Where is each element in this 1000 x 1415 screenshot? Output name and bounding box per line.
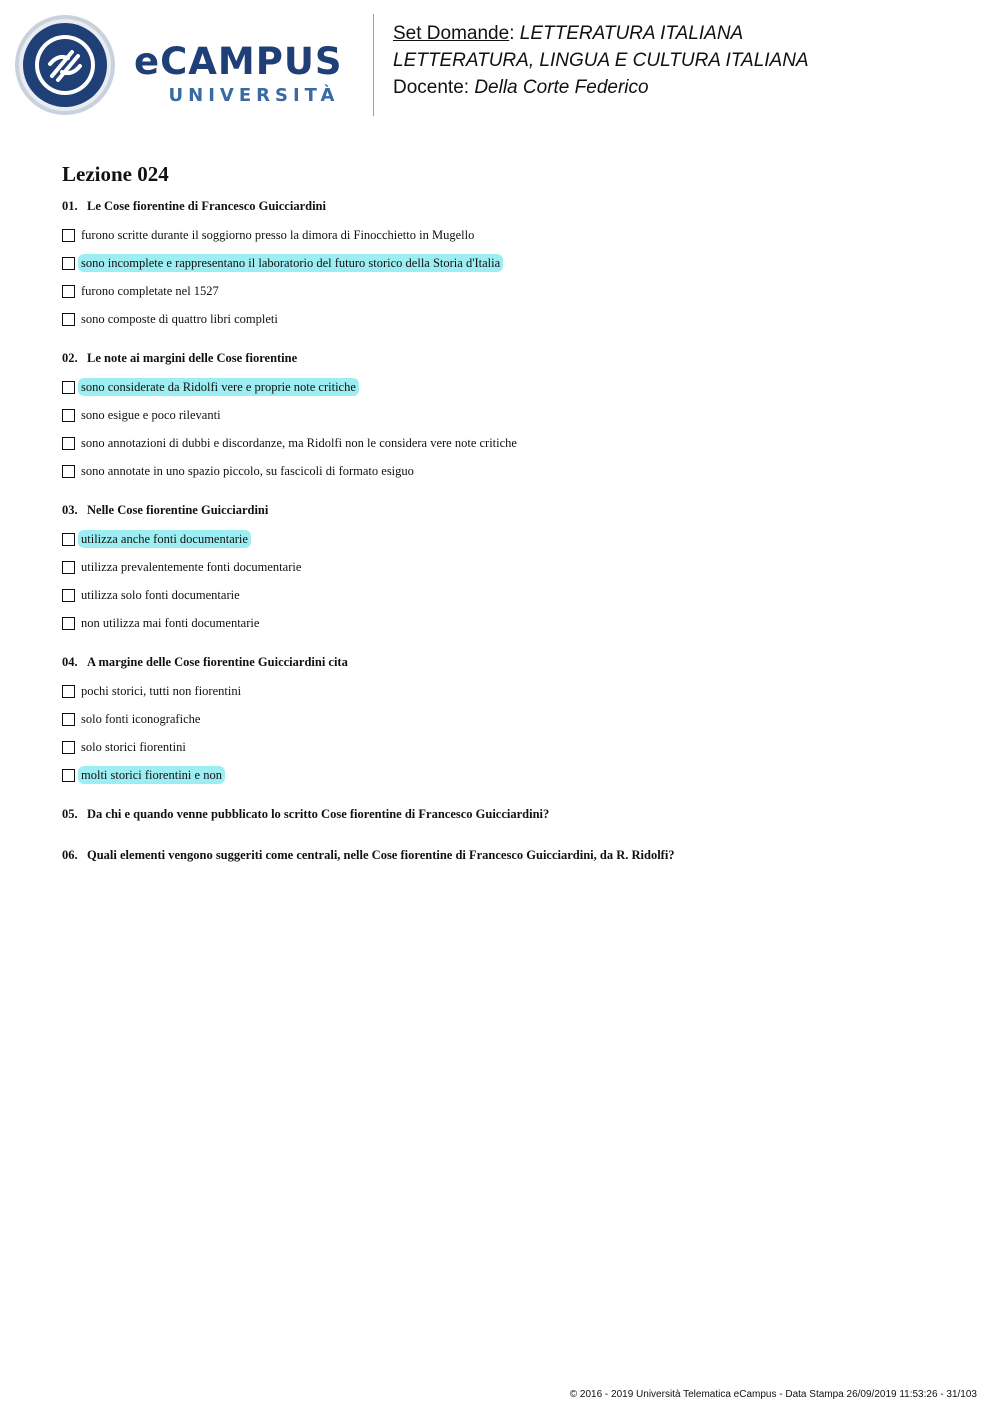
question-heading [62,197,942,215]
page-footer: © 2016 - 2019 Università Telematica eCampus - Data Stampa 26/09/2019 11:53:26 - 31/103 [569,1389,977,1400]
answer-option[interactable] [62,553,942,581]
answer-text: sono annotate in uno spazio piccolo, su fascicoli di formato esiguo [81,464,414,478]
lesson-title: Lezione 024 [62,162,169,186]
question-number: 05. [62,807,78,821]
answer-text: solo storici fiorentini [81,740,186,754]
answer-text: utilizza solo fonti documentarie [81,588,240,602]
answer-option[interactable] [62,677,942,705]
answer-option[interactable] [62,581,942,609]
question-number: 01. [62,199,78,213]
answer-text: sono annotazioni di dubbi e discordanze, ma Ridolfi non le considera vere note critiche [81,436,517,450]
question-heading [62,653,942,671]
question-number: 03. [62,503,78,517]
question-1 [62,197,942,333]
answer-text-highlighted: sono considerate da Ridolfi vere e proprie note critiche [78,378,359,396]
answer-checkbox[interactable] [62,257,75,270]
answer-checkbox[interactable] [62,769,75,782]
answer-checkbox[interactable] [62,713,75,726]
answer-checkbox[interactable] [62,685,75,698]
answer-option[interactable] [62,373,942,401]
question-2 [62,349,942,485]
header-info [393,20,809,101]
answer-option[interactable] [62,609,942,637]
course-title-2: LETTERATURA, LINGUA E CULTURA ITALIANA [393,50,809,71]
answer-option[interactable] [62,401,942,429]
logo-wordmark-main: eCAMPUS [134,40,343,83]
answer-checkbox[interactable] [62,561,75,574]
answer-text: solo fonti iconografiche [81,712,201,726]
answer-option[interactable] [62,277,942,305]
answer-option[interactable] [62,429,942,457]
question-text: Le Cose fiorentine di Francesco Guicciardini [87,199,326,213]
answer-text-highlighted: molti storici fiorentini e non [78,766,225,784]
answer-checkbox[interactable] [62,589,75,602]
answer-checkbox[interactable] [62,533,75,546]
open-question-6 [62,846,942,864]
question-text: Da chi e quando venne pubblicato lo scritto Cose fiorentine di Francesco Guicciardini? [87,807,550,821]
course-title-1: LETTERATURA ITALIANA [519,23,744,44]
page-header [0,0,1000,130]
answer-checkbox[interactable] [62,381,75,394]
answer-text: pochi storici, tutti non fiorentini [81,684,242,698]
question-list [62,197,942,789]
answer-text-highlighted: utilizza anche fonti documentarie [78,530,251,548]
header-divider [373,14,374,116]
answer-text: utilizza prevalentemente fonti documentarie [81,560,302,574]
answer-option[interactable] [62,221,942,249]
set-label: Set Domande [393,23,510,44]
answer-option[interactable] [62,305,942,333]
logo-wordmark-sub: UNIVERSITÀ [168,85,340,106]
answer-checkbox[interactable] [62,465,75,478]
question-text: A margine delle Cose fiorentine Guicciardini cita [87,655,348,669]
question-number: 04. [62,655,78,669]
answer-text: sono composte di quattro libri completi [81,312,278,326]
question-text: Nelle Cose fiorentine Guicciardini [87,503,269,517]
answer-option[interactable] [62,705,942,733]
answer-option[interactable] [62,733,942,761]
question-number: 06. [62,848,78,862]
answer-text: sono esigue e poco rilevanti [81,408,221,422]
answer-checkbox[interactable] [62,285,75,298]
answer-checkbox[interactable] [62,313,75,326]
teacher-label: Docente: [393,77,475,98]
answer-option[interactable] [62,761,942,789]
ecampus-wordmark [134,40,356,107]
open-question-list [62,805,942,864]
set-line [393,20,809,47]
answer-text: non utilizza mai fonti documentarie [81,616,260,630]
answer-checkbox[interactable] [62,409,75,422]
answer-option[interactable] [62,457,942,485]
question-heading [62,349,942,367]
answer-checkbox[interactable] [62,741,75,754]
ecampus-seal-logo [14,14,116,116]
answer-checkbox[interactable] [62,437,75,450]
answer-checkbox[interactable] [62,617,75,630]
answer-text-highlighted: sono incomplete e rappresentano il laboratorio del futuro storico della Storia d'Italia [78,254,503,272]
question-text: Quali elementi vengono suggeriti come centrali, nelle Cose fiorentine di Francesco Guicciardini, da R. Ridolfi? [87,848,675,862]
question-text: Le note ai margini delle Cose fiorentine [87,351,298,365]
answer-text: furono scritte durante il soggiorno presso la dimora di Finocchietto in Mugello [81,228,475,242]
set-separator: : [509,23,520,44]
quiz-content [62,160,942,887]
question-3 [62,501,942,637]
question-number: 02. [62,351,78,365]
answer-option[interactable] [62,249,942,277]
course-line [393,47,809,74]
question-4 [62,653,942,789]
answer-checkbox[interactable] [62,229,75,242]
question-heading [62,501,942,519]
answer-option[interactable] [62,525,942,553]
teacher-line [393,74,809,101]
teacher-name: Della Corte Federico [474,77,649,98]
answer-text: furono completate nel 1527 [81,284,219,298]
open-question-5 [62,805,942,823]
